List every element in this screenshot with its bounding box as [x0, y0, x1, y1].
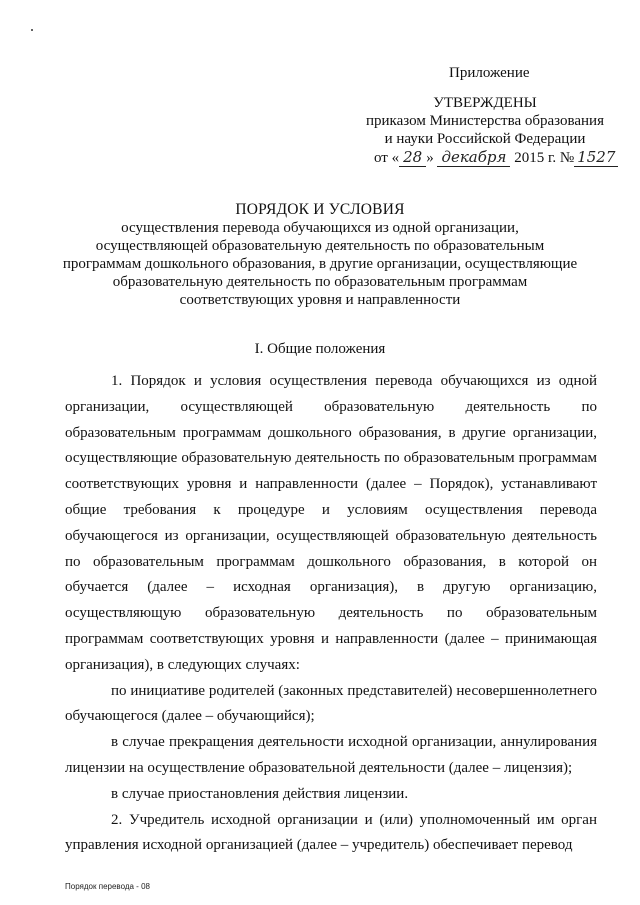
- handwritten-order-number: 1527: [574, 148, 618, 167]
- case-3-paragraph: в случае приостановления действия лицензии.: [111, 785, 409, 802]
- order-date-line: [356, 148, 620, 167]
- case-1-paragraph: по инициативе родителей (законных представителей) несовершеннолетнего обучающегося (далее – обучающийся);: [65, 682, 597, 725]
- scan-speck: [31, 29, 33, 31]
- date-year: 2015 г. №: [510, 150, 575, 166]
- page-footer: Порядок перевода - 08: [65, 882, 150, 891]
- approved-label: УТВЕРЖДЕНЫ: [433, 95, 537, 111]
- handwritten-day: 28: [399, 148, 426, 167]
- order-line-2: и науки Российской Федерации: [384, 131, 586, 147]
- paragraph-2: 2. Учредитель исходной организации и (или) уполномоченный им орган управления исходной организацией (далее – учредитель) обеспечивает перевод: [65, 811, 597, 854]
- document-subtitle-line-1: осуществления перевода обучающихся из одной организации,: [121, 220, 519, 236]
- document-title-block: [60, 200, 580, 309]
- section-heading: I. Общие положения: [254, 341, 386, 357]
- approval-block: [350, 94, 620, 167]
- case-2-paragraph: в случае прекращения деятельности исходной организации, аннулирования лицензии на осуществление образовательной деятельности (далее – лицензия);: [65, 734, 597, 776]
- handwritten-month: декабря: [437, 148, 510, 167]
- document-body: [65, 369, 597, 859]
- document-subtitle-line-2: осуществляющей образовательную деятельность по образовательным: [95, 238, 545, 254]
- date-mid: »: [426, 150, 438, 166]
- document-title: ПОРЯДОК И УСЛОВИЯ: [235, 201, 405, 218]
- appendix-label: Приложение: [449, 65, 530, 81]
- document-subtitle-line-4: образовательную деятельность по образовательным программам: [112, 274, 528, 290]
- document-subtitle-line-5: соответствующих уровня и направленности: [179, 292, 461, 308]
- paragraph-1: 1. Порядок и условия осуществления перевода обучающихся из одной организации, осуществляющей образовательную деятельность по образовательным программам дошкольного образования, в другие организации, осуществляющие образовательную деятельность по образовательным программам соответствующих уровня и направленности (далее – Порядок), устанавливают общие требования к процедуре и условиям осуществления перевода обучающегося из организации, осуществляющей образовательную деятельность по образовательным программам дошкольного образования, в которой он обучается (далее – исходная организация), в другую организацию, осуществляющую образовательную деятельность по образовательным программам соответствующих уровня и направленности (далее – принимающая организация), в следующих случаях:: [65, 373, 597, 673]
- order-line-1: приказом Министерства образования: [366, 113, 604, 129]
- document-subtitle-line-3: программам дошкольного образования, в другие организации, осуществляющие: [62, 256, 578, 272]
- date-prefix: от «: [374, 150, 400, 166]
